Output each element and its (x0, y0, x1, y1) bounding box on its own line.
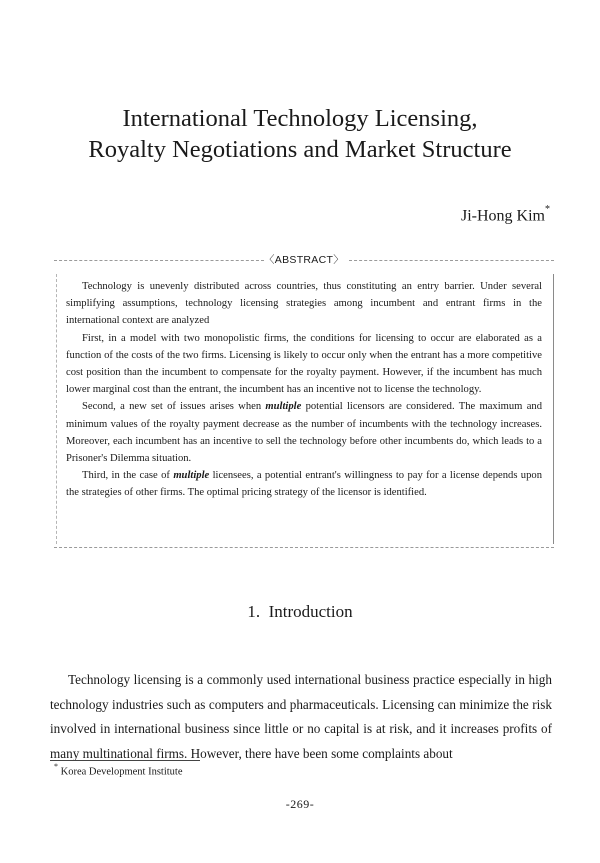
abstract-p3-text-a: Second, a new set of issues arises when (82, 401, 266, 413)
footnote-marker: * (54, 762, 58, 771)
abstract-rule-bottom (54, 547, 554, 548)
abstract-p4-text-b: licensees, a potential entrant's willingness to pay for a license depends upon the strategies of other firms. The optimal pricing strategy of the licensor is identified. (66, 470, 542, 499)
paper-title-line-2: Royalty Negotiations and Market Structure (88, 136, 512, 163)
abstract-p4-text-a: Third, in the case of (82, 470, 174, 482)
abstract-paragraph-4 (66, 467, 542, 501)
abstract-border-left (56, 274, 57, 544)
author-name: Ji-Hong Kim (461, 207, 545, 225)
abstract-paragraph-2: First, in a model with two monopolistic firms, the conditions for licensing to occur are elaborated as a function of the costs of the two firms. Licensing is likely to occur only when the entrant has a more competitive cost position than the incumbent to compensate for the royalty payment. However, if the incumbent has much lower marginal cost than the entrant, the incumbent has an incentive not to license the technology. (66, 332, 542, 396)
footnote-rule (50, 760, 200, 761)
abstract-paragraph-3 (66, 398, 542, 467)
page-number: -269- (285, 797, 315, 811)
abstract-p3-text-b: potential licensors are considered. The maximum and minimum values of the royalty payment decrease as the number of incumbents with the technology increases. Moreover, each incumbent has an incentive to sell the technology before other incumbents do, which leads to a Prisoner's Dilemma situation. (66, 401, 543, 465)
abstract-p4-emphasis: multiple (173, 470, 210, 482)
abstract-paragraph-1: Technology is unevenly distributed across countries, thus constituting an entry barrier. Under several simplifying assumptions, technology licensing strategies among incumbent and entrant firms in the international context are analyzed (66, 281, 542, 327)
footnote (54, 763, 183, 778)
abstract-heading: 〈ABSTRACT〉 (263, 254, 344, 266)
footnote-text: Korea Development Institute (60, 766, 183, 778)
section-heading (0, 602, 600, 622)
paper-title (40, 103, 560, 165)
abstract-p3-emphasis: multiple (265, 401, 302, 413)
intro-body (50, 668, 552, 766)
section-number: 1. (247, 602, 261, 621)
author-footnote-marker: * (545, 204, 550, 215)
section-title: Introduction (268, 602, 353, 621)
intro-paragraph: Technology licensing is a commonly used international business practice especially in high technology industries such as computers and pharmaceuticals. Licensing can minimize the risk involved in international business since little or no capital is at risk, and it increases profits of many multinational firms. However, there have been some complaints about (50, 672, 552, 761)
abstract-border-right (553, 274, 554, 544)
author-line (461, 206, 550, 225)
abstract-body (66, 278, 542, 502)
paper-title-line-1: International Technology Licensing, (122, 105, 478, 132)
